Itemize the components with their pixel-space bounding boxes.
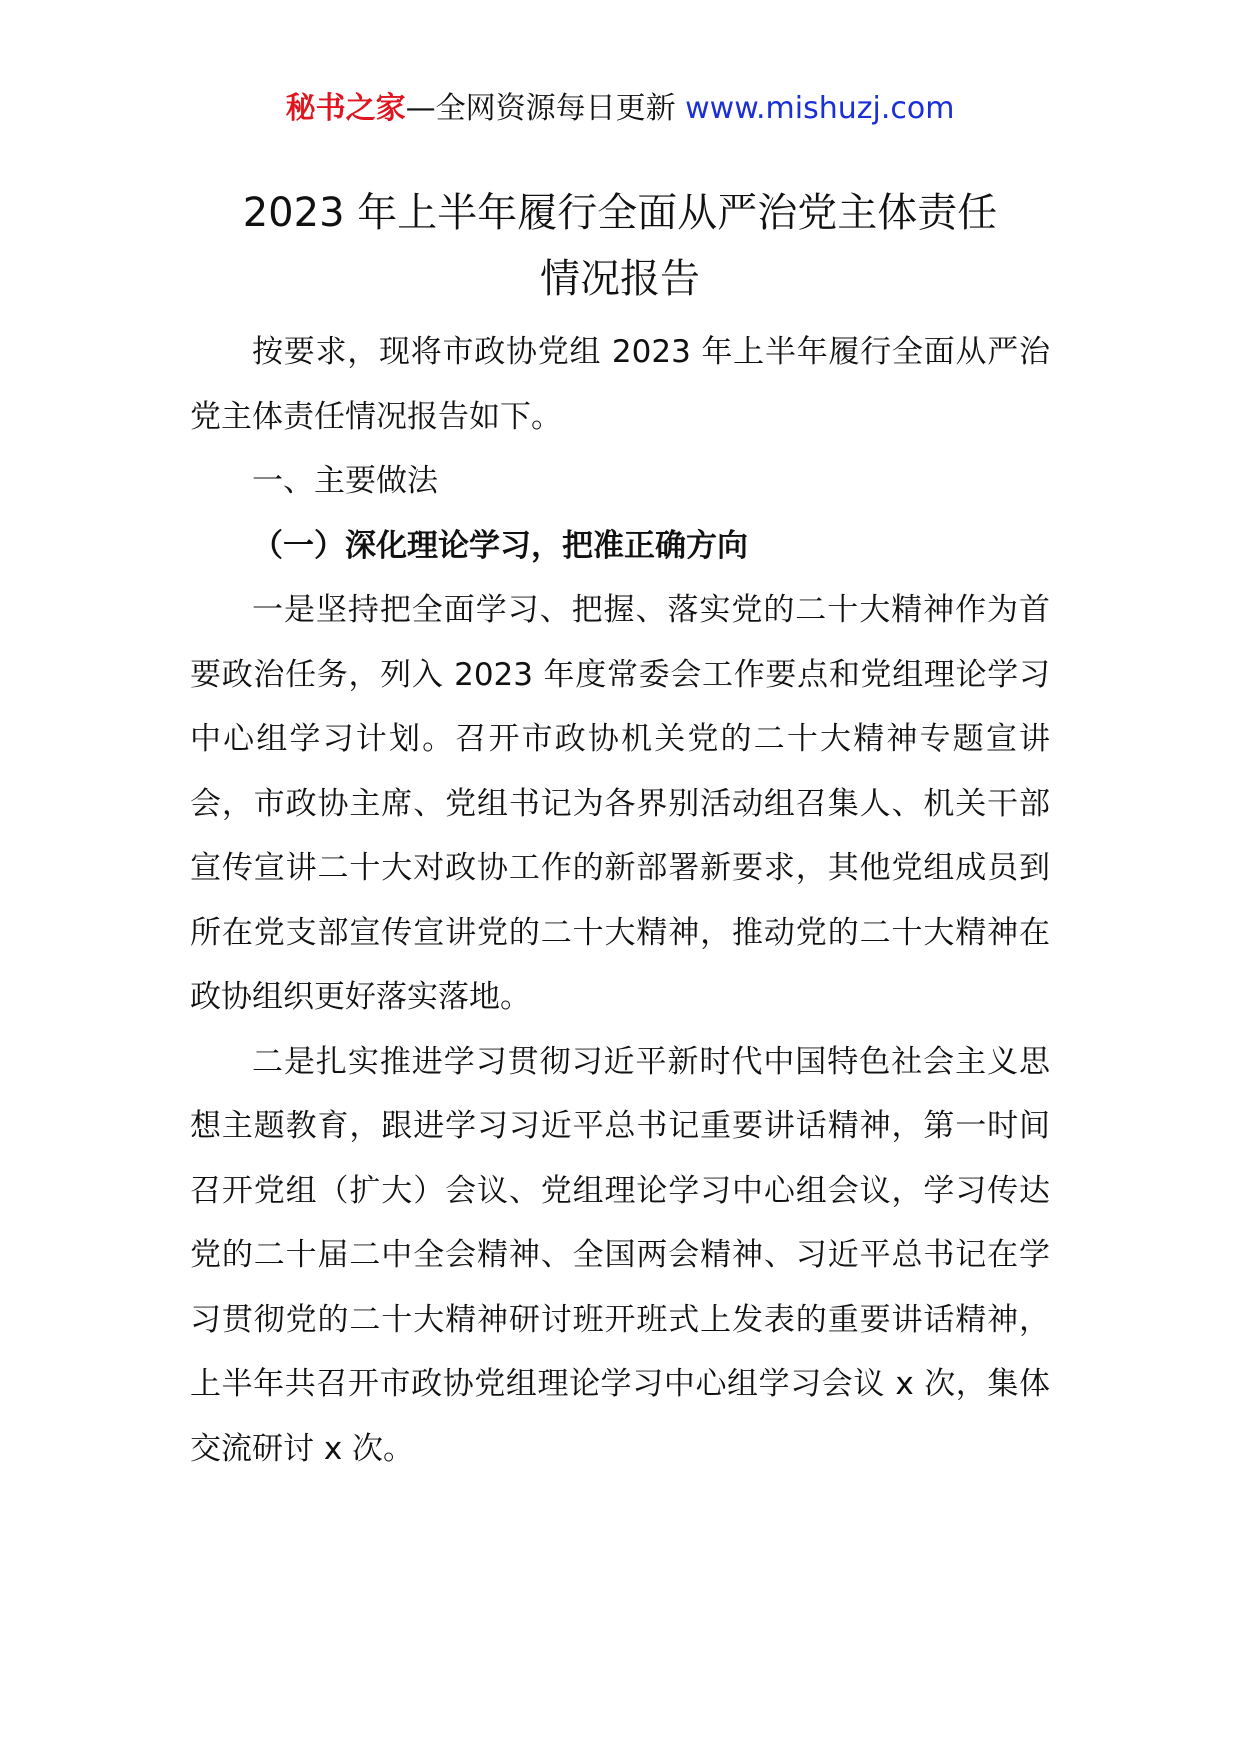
section-heading: 一、主要做法: [252, 463, 438, 499]
body-paragraph-2: 二是扎实推进学习贯彻习近平新时代中国特色社会主义思想主题教育，跟进学习习近平总书记重要讲话精神，第一时间召开党组（扩大）会议、党组理论学习中心组会议，学习传达党的二十届二中全会精神、全国两会精神、习近平总书记在学习贯彻党的二十大精神研讨班开班式上发表的重要讲话精神，上半年共召开市政协党组理论学习中心组学习会议 x 次，集体交流研讨 x 次。: [190, 1043, 1050, 1467]
watermark-header: [0, 84, 1240, 134]
subsection-heading: （一）深化理论学习，把准正确方向: [252, 527, 748, 564]
title-line-1: 2023 年上半年履行全面从严治党主体责任: [242, 190, 998, 236]
document-body: [190, 320, 1050, 1481]
site-url-link[interactable]: www.mishuzj.com: [685, 91, 955, 126]
header-tagline: —全网资源每日更新: [405, 91, 686, 126]
document-title: [150, 180, 1090, 312]
body-paragraph-1: 一是坚持把全面学习、把握、落实党的二十大精神作为首要政治任务，列入 2023 年度常委会工作要点和党组理论学习中心组学习计划。召开市政协机关党的二十大精神专题宣讲会，市政协主席、党组书记为各界别活动组召集人、机关干部宣传宣讲二十大对政协工作的新部署新要求，其他党组成员到所在党支部宣传宣讲党的二十大精神，推动党的二十大精神在政协组织更好落实落地。: [190, 592, 1050, 1015]
intro-paragraph: 按要求，现将市政协党组 2023 年上半年履行全面从严治党主体责任情况报告如下。: [190, 334, 1050, 435]
brand-name: 秘书之家: [285, 91, 406, 126]
title-line-2: 情况报告: [540, 256, 700, 302]
